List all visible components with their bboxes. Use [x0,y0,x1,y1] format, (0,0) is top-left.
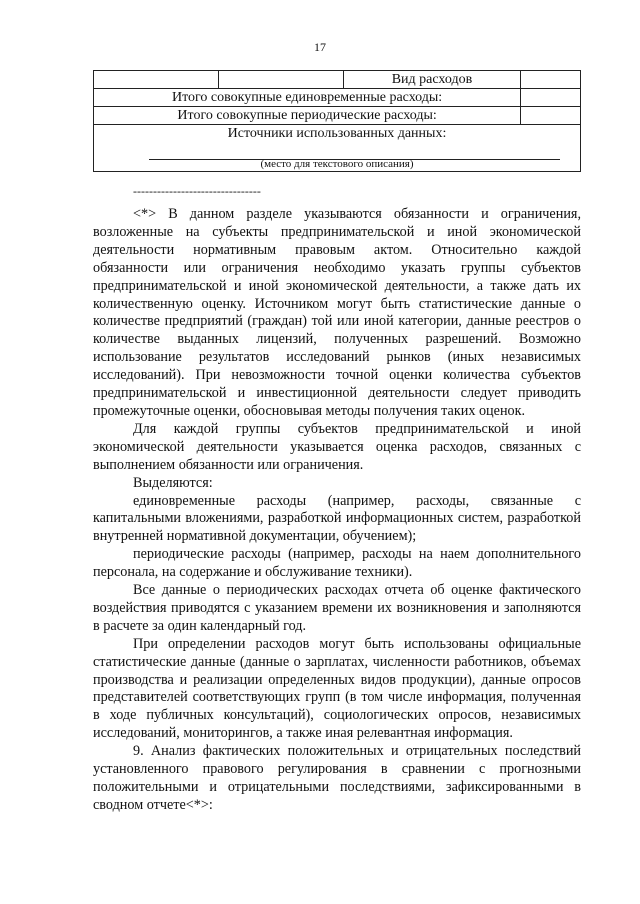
table-row [94,89,581,107]
table-row [94,107,581,125]
table-row [94,71,581,89]
paragraph: 9. Анализ фактических положительных и отрицательных последствий установленного правового регулирования в сравнении с прогнозными положительными и отрицательными последствиями, зафиксированными в сводном отчете<*>: [93,743,581,813]
paragraph: Выделяются: [133,474,213,491]
paragraph: Все данные о периодических расходах отчета об оценке фактического воздействия приводятся с указанием времени их возникновения и заполняются в расчете за один календарный год. [93,582,581,634]
sources-cell [94,125,581,172]
table-cell [521,71,581,89]
expense-type-cell: Вид расходов [343,71,520,89]
paragraph: Для каждой группы субъектов предпринимательской и иной экономической деятельности указывается оценка расходов, связанных с выполнением обязанности или ограничения. [93,420,581,473]
paragraph: периодические расходы (например, расходы на наем дополнительного персонала, на содержание и обслуживание техники). [93,546,581,581]
table-cell [218,71,343,89]
periodic-total-cell: Итого совокупные периодические расходы: [94,107,521,125]
expenses-table [93,70,581,172]
sources-label: Источники использованных данных: [227,126,447,141]
page-number: 17 [314,40,326,54]
table-row [94,125,581,172]
sources-caption: (место для текстового описания) [260,158,414,170]
body-text [93,206,581,815]
paragraph: При определении расходов могут быть использованы официальные статистические данные (данные о зарплатах, численности работников, объемах производства и реализации определенных видов продукции), данные опросов представителей соответствующих групп (в том числе информация, полученная в ходе публичных консультаций), социологических опросов, независимых исследований, мониторингов, а также иная релевантная информация. [93,635,581,742]
paragraph: единовременные расходы (например, расходы, связанные с капитальными вложениями, разработкой информационных систем, разработкой внутренней нормативной документации, обучением); [93,492,581,545]
paragraph: <*> В данном разделе указываются обязанности и ограничения, возложенные на субъекты предпринимательской и иной экономической деятельности нормативным правовым актом. Относительно каждой обязанности или ограничения необходимо указать группы субъектов предпринимательской и иной экономической деятельности, а также дать их количественную оценку. Источником могут быть статистические данные о количестве предприятий (граждан) той или иной категории, данные реестров о количестве выданных лицензий, полученных разрешений. Возможно использование результатов исследований рынков (иных независимых исследований). При невозможности точной оценки количества субъектов предпринимательской и инвестиционной деятельности следует приводить промежуточные оценки, обосновывая методы получения таких оценок. [93,206,581,419]
table-cell [94,71,219,89]
one-time-total-cell: Итого совокупные единовременные расходы: [94,89,521,107]
footnote-separator: -------------------------------- [133,184,261,198]
table-cell [521,107,581,125]
table-cell [521,89,581,107]
